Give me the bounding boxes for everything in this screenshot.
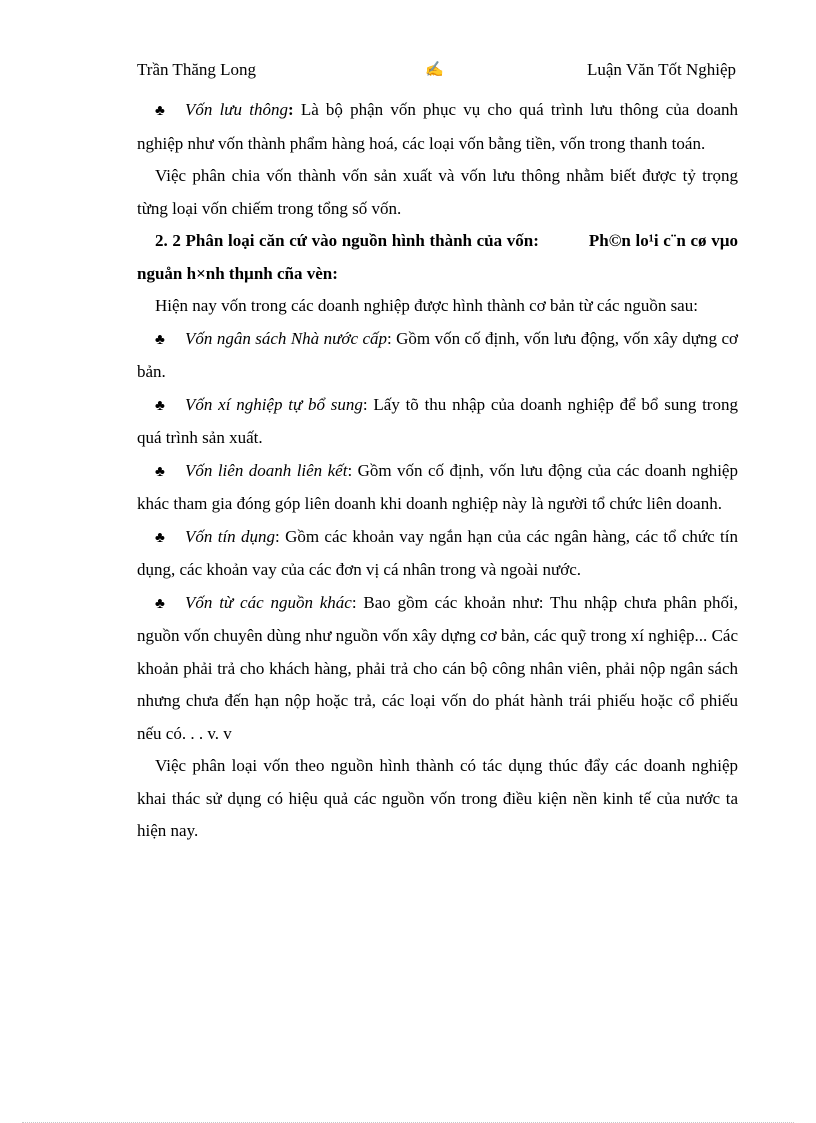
bullet-text: Là bộ phận vốn phục vụ cho quá trình lưu thông của doanh nghiệp như vốn thành phẩm hàng hoá, các loại vốn bằng tiền, vốn trong thanh toán. <box>137 100 738 153</box>
bullet-paragraph <box>137 389 738 455</box>
bullet-term: Vốn tín dụng <box>185 526 276 546</box>
heading-text: 2. 2 Phân loại căn cứ vào nguồn hình thành của vốn: <box>155 231 539 250</box>
bullet-text: : Gồm vốn cố định, vốn lưu động, vốn xây dựng cơ bản. <box>137 328 738 381</box>
bullet-term: Vốn ngân sách Nhà nước cấp <box>185 328 387 348</box>
bullet-term: Vốn lưu thông <box>185 100 288 119</box>
document-body <box>137 94 738 848</box>
bullet-paragraph <box>137 94 738 160</box>
club-bullet-icon: ♣ <box>155 595 165 612</box>
bullet-colon: : <box>287 100 294 119</box>
bullet-paragraph <box>137 323 738 389</box>
bullet-term: Vốn xí nghiệp tự bổ sung <box>185 394 363 414</box>
club-bullet-icon: ♣ <box>155 103 165 119</box>
bullet-paragraph <box>137 455 738 521</box>
page-header <box>137 58 736 82</box>
club-bullet-icon: ♣ <box>155 529 165 546</box>
bullet-text: : Bao gồm các khoản như: Thu nhập chưa phân phối, nguồn vốn chuyên dùng như nguồn vốn xây dựng cơ bản, các quỹ trong xí nghiệp... Các khoản phải trả cho khách hàng, phải trả cho cán bộ công nhân viên, phải nộp ngân sách nhưng chưa đến hạn nộp hoặc trả, các loại vốn do phát hành trái phiếu hoặc cổ phiếu nếu có. . . v. v <box>137 592 738 743</box>
header-author: Trần Thăng Long <box>137 60 256 79</box>
bullet-term: Vốn liên doanh liên kết <box>185 460 348 480</box>
section-heading <box>137 225 738 290</box>
bullet-text: : Gồm vốn cố định, vốn lưu động của các doanh nghiệp khác tham gia đóng góp liên doanh khi doanh nghiệp này là người tổ chức liên doanh. <box>137 460 738 513</box>
pen-icon: ✍ <box>425 62 444 78</box>
bullet-text: : Gồm các khoản vay ngắn hạn của các ngân hàng, các tổ chức tín dụng, các khoản vay của các đơn vị cá nhân trong và ngoài nước. <box>137 526 738 579</box>
paragraph: Việc phân chia vốn thành vốn sản xuất và vốn lưu thông nhằm biết được tỷ trọng từng loại vốn chiếm trong tổng số vốn. <box>137 166 738 218</box>
club-bullet-icon: ♣ <box>155 331 165 348</box>
heading-garbled-text: Ph©n lo¹i c¨n cø vµo nguån h×nh thµnh cña vèn: <box>137 231 738 283</box>
bullet-paragraph <box>137 521 738 587</box>
paragraph: Việc phân loại vốn theo nguồn hình thành có tác dụng thúc đẩy các doanh nghiệp khai thác sử dụng có hiệu quả các nguồn vốn trong điều kiện nền kinh tế của nước ta hiện nay. <box>137 756 738 840</box>
club-bullet-icon: ♣ <box>155 397 165 414</box>
header-title: Luận Văn Tốt Nghiệp <box>586 60 736 79</box>
bullet-term: Vốn từ các nguồn khác <box>185 592 352 612</box>
bullet-text: : Lấy tõ thu nhập của doanh nghiệp để bổ sung trong quá trình sản xuất. <box>137 394 738 447</box>
club-bullet-icon: ♣ <box>155 463 165 480</box>
paragraph: Hiện nay vốn trong các doanh nghiệp được hình thành cơ bản từ các nguồn sau: <box>155 296 698 315</box>
bullet-paragraph <box>137 587 738 751</box>
